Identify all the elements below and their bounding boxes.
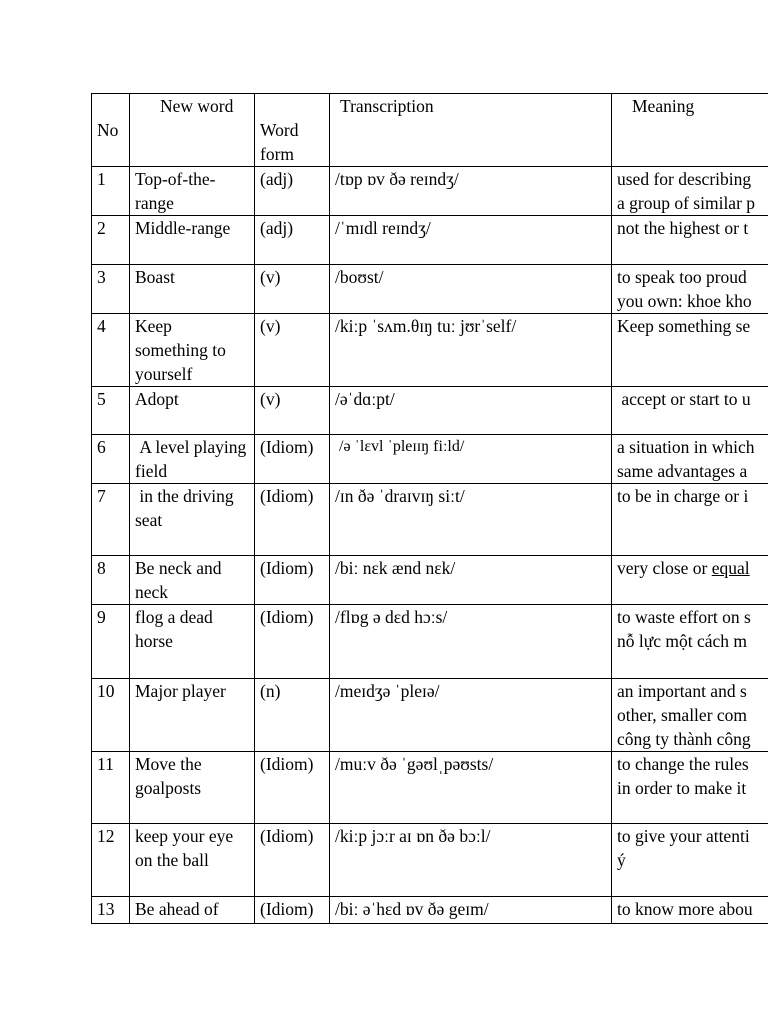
row-no: 9 bbox=[92, 605, 130, 679]
table-row bbox=[92, 897, 768, 924]
row-no: 11 bbox=[92, 752, 130, 824]
row-meaning bbox=[612, 314, 768, 387]
row-meaning bbox=[612, 484, 768, 556]
row-form: (n) bbox=[255, 679, 330, 752]
table-row bbox=[92, 752, 768, 824]
row-transcription: /biː nɛk ænd nɛk/ bbox=[330, 556, 612, 605]
row-meaning bbox=[612, 679, 768, 752]
row-word: in the driving seat bbox=[130, 484, 255, 556]
row-word: Be ahead of bbox=[130, 897, 255, 924]
row-no: 4 bbox=[92, 314, 130, 387]
header-transcription-label: Transcription bbox=[340, 96, 434, 116]
row-form: (Idiom) bbox=[255, 484, 330, 556]
row-meaning bbox=[612, 556, 768, 605]
row-form: (Idiom) bbox=[255, 435, 330, 484]
header-no: No bbox=[92, 94, 130, 167]
header-transcription bbox=[330, 94, 612, 167]
table-row bbox=[92, 216, 768, 265]
row-word: Boast bbox=[130, 265, 255, 314]
row-form: (v) bbox=[255, 387, 330, 435]
row-meaning bbox=[612, 265, 768, 314]
row-word: A level playing field bbox=[130, 435, 255, 484]
meaning-line: to change the rules bbox=[617, 754, 749, 774]
row-form: (Idiom) bbox=[255, 824, 330, 897]
meaning-line: you own: khoe kho bbox=[617, 291, 752, 311]
row-form: (v) bbox=[255, 265, 330, 314]
row-word: Middle-range bbox=[130, 216, 255, 265]
row-no: 8 bbox=[92, 556, 130, 605]
row-meaning bbox=[612, 216, 768, 265]
table-row bbox=[92, 314, 768, 387]
header-meaning-label: Meaning bbox=[632, 96, 695, 116]
meaning-line: nỗ lực một cách m bbox=[617, 631, 748, 651]
row-transcription: /kiːp ˈsʌm.θɪŋ tuː jʊrˈself/ bbox=[330, 314, 612, 387]
row-form: (Idiom) bbox=[255, 605, 330, 679]
meaning-line: other, smaller com bbox=[617, 705, 748, 725]
meaning-line: to be in charge or i bbox=[617, 486, 749, 506]
row-no: 7 bbox=[92, 484, 130, 556]
row-transcription: /biː əˈhɛd ɒv ðə geɪm/ bbox=[330, 897, 612, 924]
table-row bbox=[92, 484, 768, 556]
meaning-line: a situation in which bbox=[617, 437, 755, 457]
meaning-line: to give your attenti bbox=[617, 826, 750, 846]
row-no: 13 bbox=[92, 897, 130, 924]
row-form: (adj) bbox=[255, 216, 330, 265]
row-word: Move the goalposts bbox=[130, 752, 255, 824]
row-transcription: /ˈmɪdl reɪndʒ/ bbox=[330, 216, 612, 265]
meaning-line: to know more abou bbox=[617, 899, 753, 919]
meaning-line: to speak too proud bbox=[617, 267, 747, 287]
row-transcription: /kiːp jɔːr aɪ ɒn ðə bɔːl/ bbox=[330, 824, 612, 897]
vocabulary-table bbox=[91, 93, 768, 924]
meaning-line: ý bbox=[617, 850, 626, 870]
row-form: (v) bbox=[255, 314, 330, 387]
row-form: (adj) bbox=[255, 167, 330, 216]
row-no: 10 bbox=[92, 679, 130, 752]
row-word: Major player bbox=[130, 679, 255, 752]
row-transcription: /meɪdʒə ˈpleɪə/ bbox=[330, 679, 612, 752]
row-meaning bbox=[612, 435, 768, 484]
meaning-line: in order to make it bbox=[617, 778, 747, 798]
row-word: keep your eye on the ball bbox=[130, 824, 255, 897]
meaning-line: Keep something se bbox=[617, 316, 751, 336]
meaning-line: accept or start to u bbox=[617, 389, 751, 409]
meaning-line: công ty thành công bbox=[617, 729, 751, 749]
meaning-line: not the highest or t bbox=[617, 218, 749, 238]
row-meaning bbox=[612, 167, 768, 216]
row-meaning bbox=[612, 387, 768, 435]
row-meaning bbox=[612, 897, 768, 924]
meaning-line: a group of similar p bbox=[617, 193, 756, 213]
meaning-line: very close or bbox=[617, 558, 712, 578]
row-no: 2 bbox=[92, 216, 130, 265]
meaning-line: used for describing bbox=[617, 169, 752, 189]
row-transcription: /ɪn ðə ˈdraɪvɪŋ siːt/ bbox=[330, 484, 612, 556]
row-form: (Idiom) bbox=[255, 897, 330, 924]
row-meaning bbox=[612, 824, 768, 897]
table-row bbox=[92, 435, 768, 484]
header-new-word-label: New word bbox=[160, 96, 234, 116]
table-row bbox=[92, 556, 768, 605]
header-word-form bbox=[255, 94, 330, 167]
table-row bbox=[92, 387, 768, 435]
row-form: (Idiom) bbox=[255, 556, 330, 605]
row-word: Be neck and neck bbox=[130, 556, 255, 605]
row-form: (Idiom) bbox=[255, 752, 330, 824]
row-transcription: /muːv ðə ˈgəʊlˌpəʊsts/ bbox=[330, 752, 612, 824]
row-transcription: /flɒg ə dɛd hɔːs/ bbox=[330, 605, 612, 679]
row-no: 12 bbox=[92, 824, 130, 897]
meaning-line: an important and s bbox=[617, 681, 747, 701]
row-transcription: /əˈdɑːpt/ bbox=[330, 387, 612, 435]
row-word: Keep something to yourself bbox=[130, 314, 255, 387]
row-word: Top-of-the-range bbox=[130, 167, 255, 216]
row-transcription: /boʊst/ bbox=[330, 265, 612, 314]
meaning-underlined-word: equal bbox=[711, 558, 750, 578]
row-transcription: /tɒp ɒv ðə reɪndʒ/ bbox=[330, 167, 612, 216]
row-word: Adopt bbox=[130, 387, 255, 435]
header-word-form-label: Word form bbox=[260, 120, 299, 164]
row-word: flog a dead horse bbox=[130, 605, 255, 679]
row-no: 3 bbox=[92, 265, 130, 314]
header-meaning bbox=[612, 94, 768, 167]
table-header-row bbox=[92, 94, 768, 167]
row-meaning bbox=[612, 605, 768, 679]
table-row bbox=[92, 605, 768, 679]
row-transcription: /ə ˈlɛvl ˈpleɪɪŋ fiːld/ bbox=[330, 435, 612, 484]
table-row bbox=[92, 679, 768, 752]
table-row bbox=[92, 167, 768, 216]
row-no: 1 bbox=[92, 167, 130, 216]
row-meaning bbox=[612, 752, 768, 824]
row-no: 5 bbox=[92, 387, 130, 435]
meaning-line: same advantages a bbox=[617, 461, 748, 481]
meaning-line: to waste effort on s bbox=[617, 607, 751, 627]
table-row bbox=[92, 824, 768, 897]
header-new-word bbox=[130, 94, 255, 167]
table-row bbox=[92, 265, 768, 314]
row-no: 6 bbox=[92, 435, 130, 484]
